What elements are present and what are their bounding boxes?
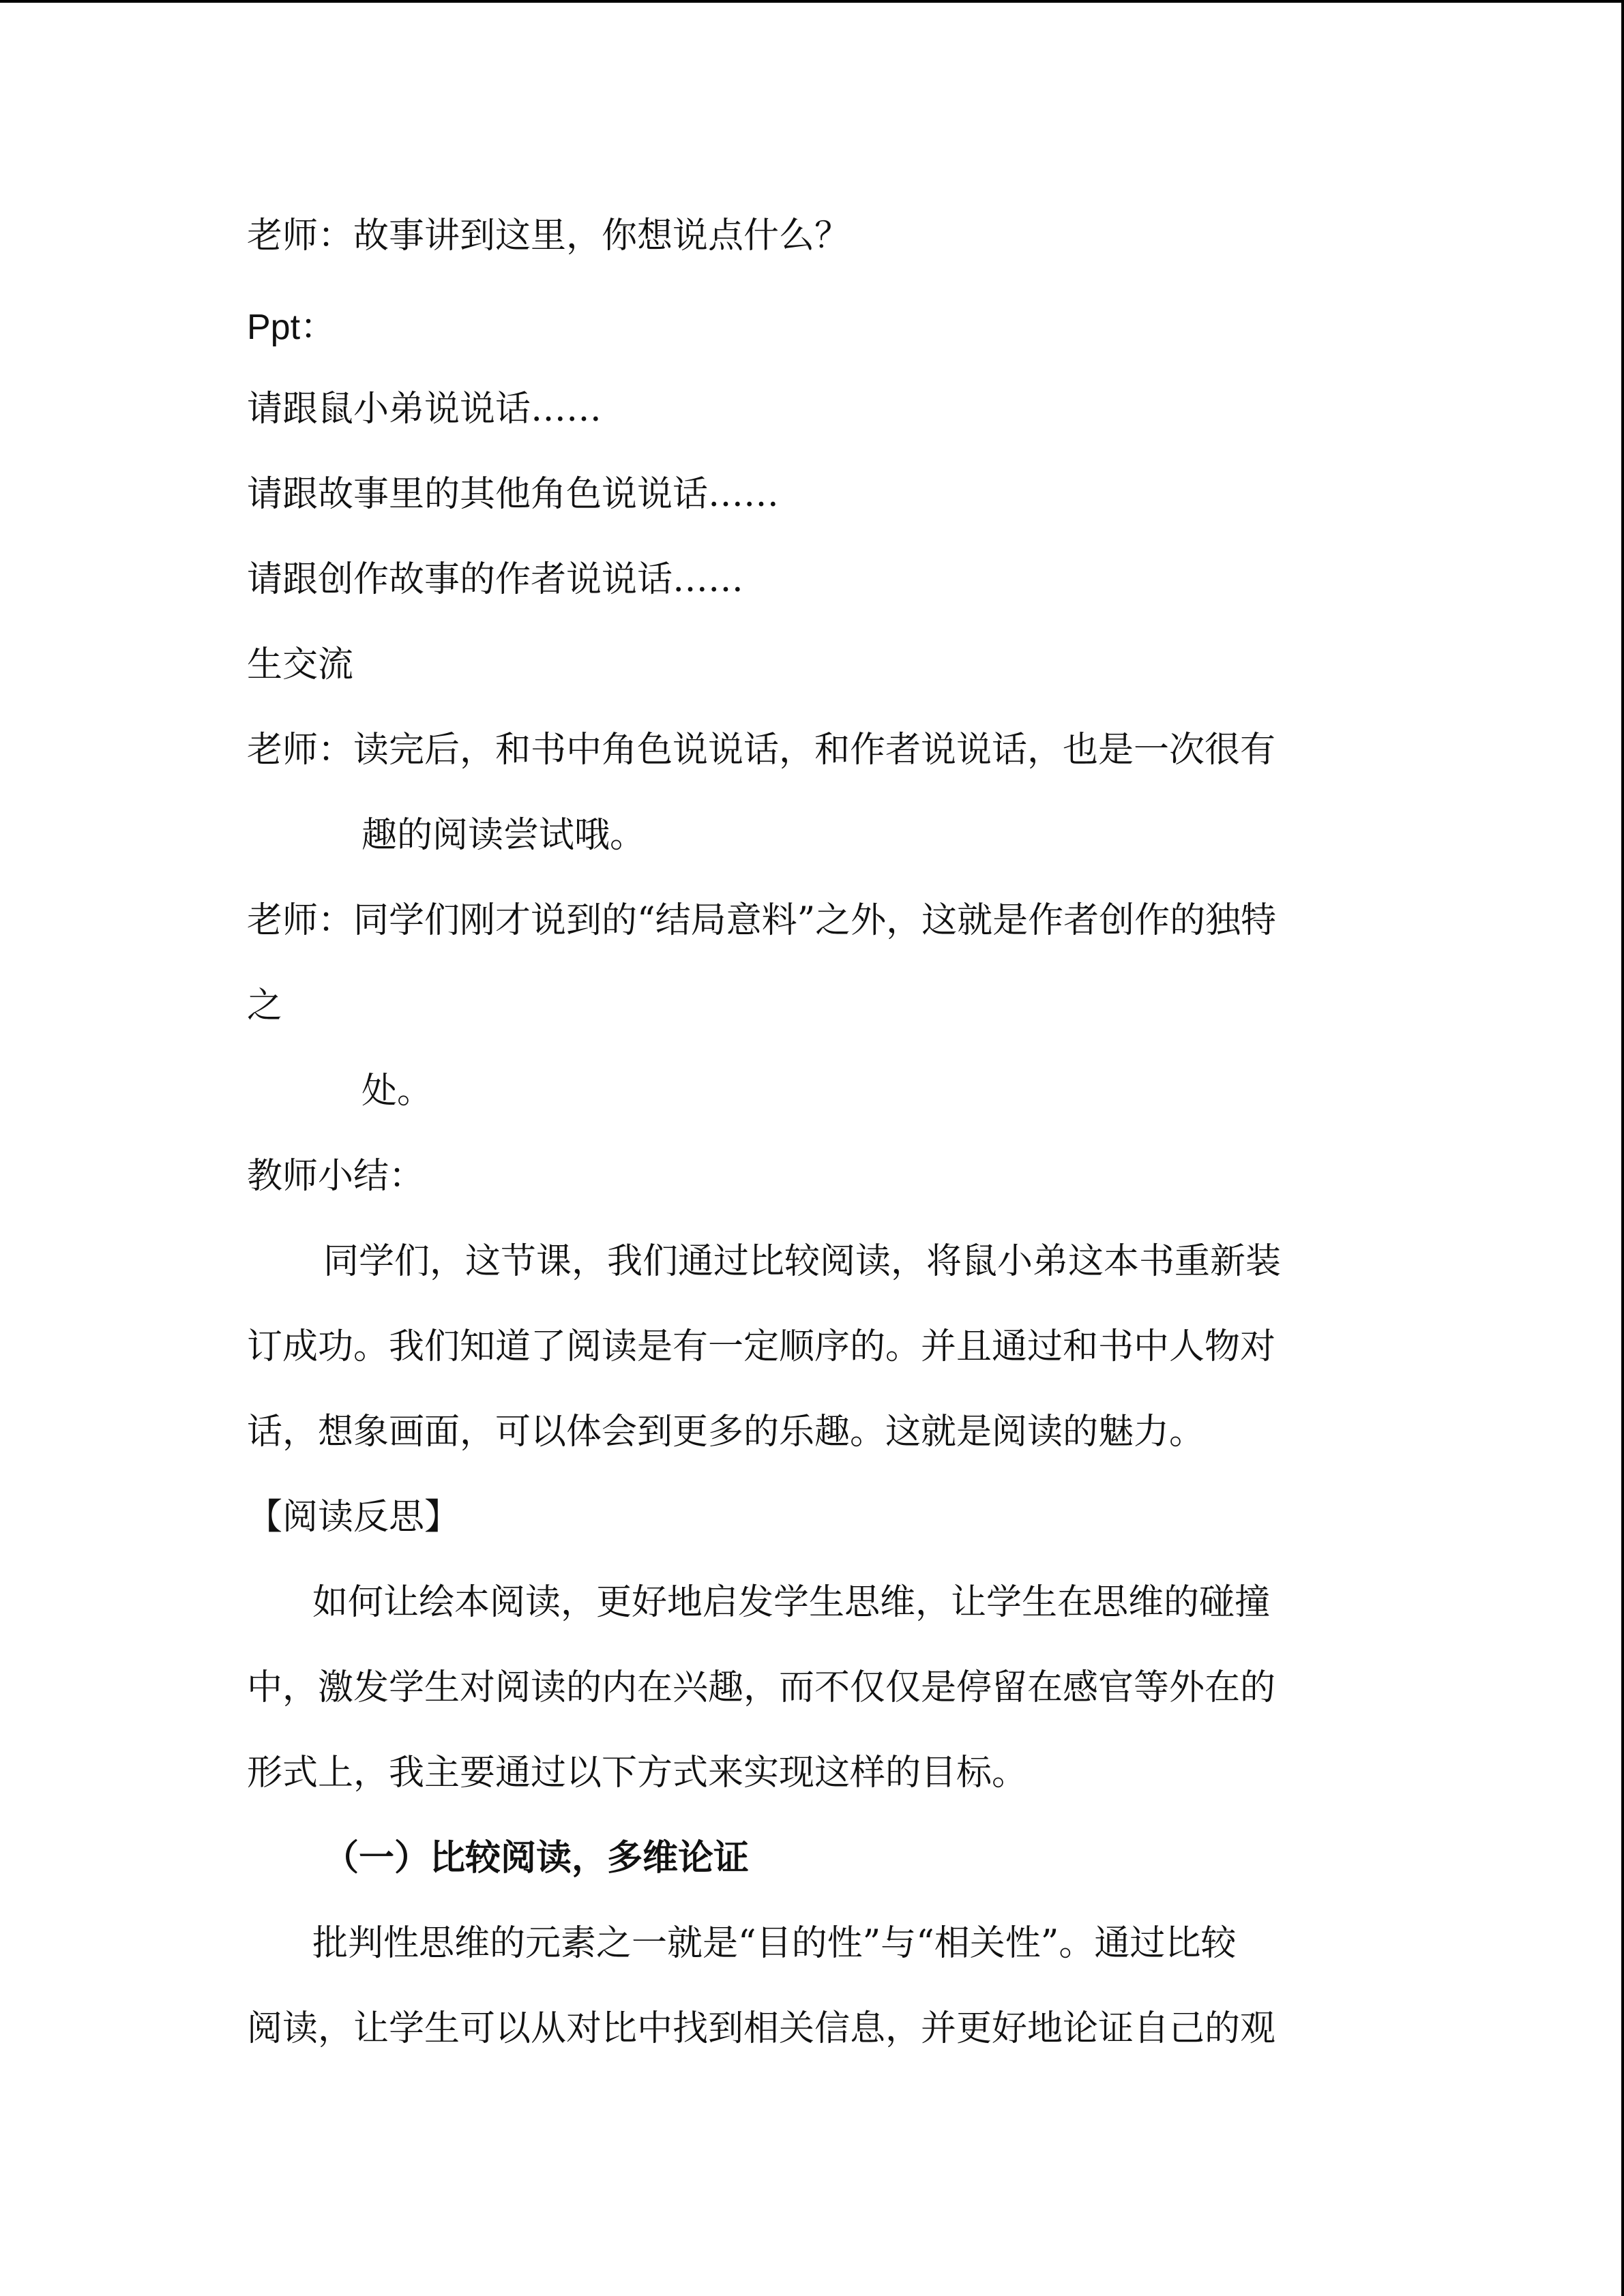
text-line: 生交流	[247, 644, 354, 685]
text-line: 教师小结：	[247, 1156, 425, 1197]
right-border	[1621, 0, 1624, 2296]
text-line: 之	[247, 985, 283, 1026]
section-heading: 【阅读反思】	[247, 1497, 460, 1538]
text-line: 批判性思维的元素之一就是“目的性”与“相关性”。通过比较	[312, 1923, 1237, 1964]
text-line: 形式上，我主要通过以下方式来实现这样的目标。	[247, 1753, 1028, 1793]
text-line: 老师：故事讲到这里，你想说点什么？	[247, 215, 851, 256]
text-line: 老师：同学们刚才说到的“结局意料”之外，这就是作者创作的独特	[247, 900, 1277, 941]
text-line: 老师：读完后，和书中角色说说话，和作者说说话，也是一次很有	[247, 730, 1276, 771]
text-line: 请跟故事里的其他角色说说话……	[247, 474, 780, 515]
text-line: 同学们，这节课，我们通过比较阅读，将鼠小弟这本书重新装	[323, 1241, 1282, 1282]
text-line: 趣的阅读尝试哦。	[361, 815, 646, 856]
text-line: 如何让绘本阅读，更好地启发学生思维，让学生在思维的碰撞	[312, 1582, 1271, 1623]
text-line: Ppt：	[247, 308, 336, 347]
text-line: 请跟创作故事的作者说说话……	[247, 559, 744, 600]
text-line: 中，激发学生对阅读的内在兴趣，而不仅仅是停留在感官等外在的	[247, 1667, 1276, 1708]
text-line: 处。	[361, 1071, 433, 1112]
text-line: 订成功。我们知道了阅读是有一定顺序的。并且通过和书中人物对	[247, 1326, 1276, 1367]
text-line: 请跟鼠小弟说说话……	[247, 389, 602, 430]
top-border	[0, 0, 1624, 3]
subsection-heading: （一）比较阅读，多维论证	[323, 1837, 750, 1879]
text-line: 话，想象画面，可以体会到更多的乐趣。这就是阅读的魅力。	[247, 1412, 1205, 1452]
text-line: 阅读，让学生可以从对比中找到相关信息，并更好地论证自己的观	[247, 2008, 1276, 2049]
